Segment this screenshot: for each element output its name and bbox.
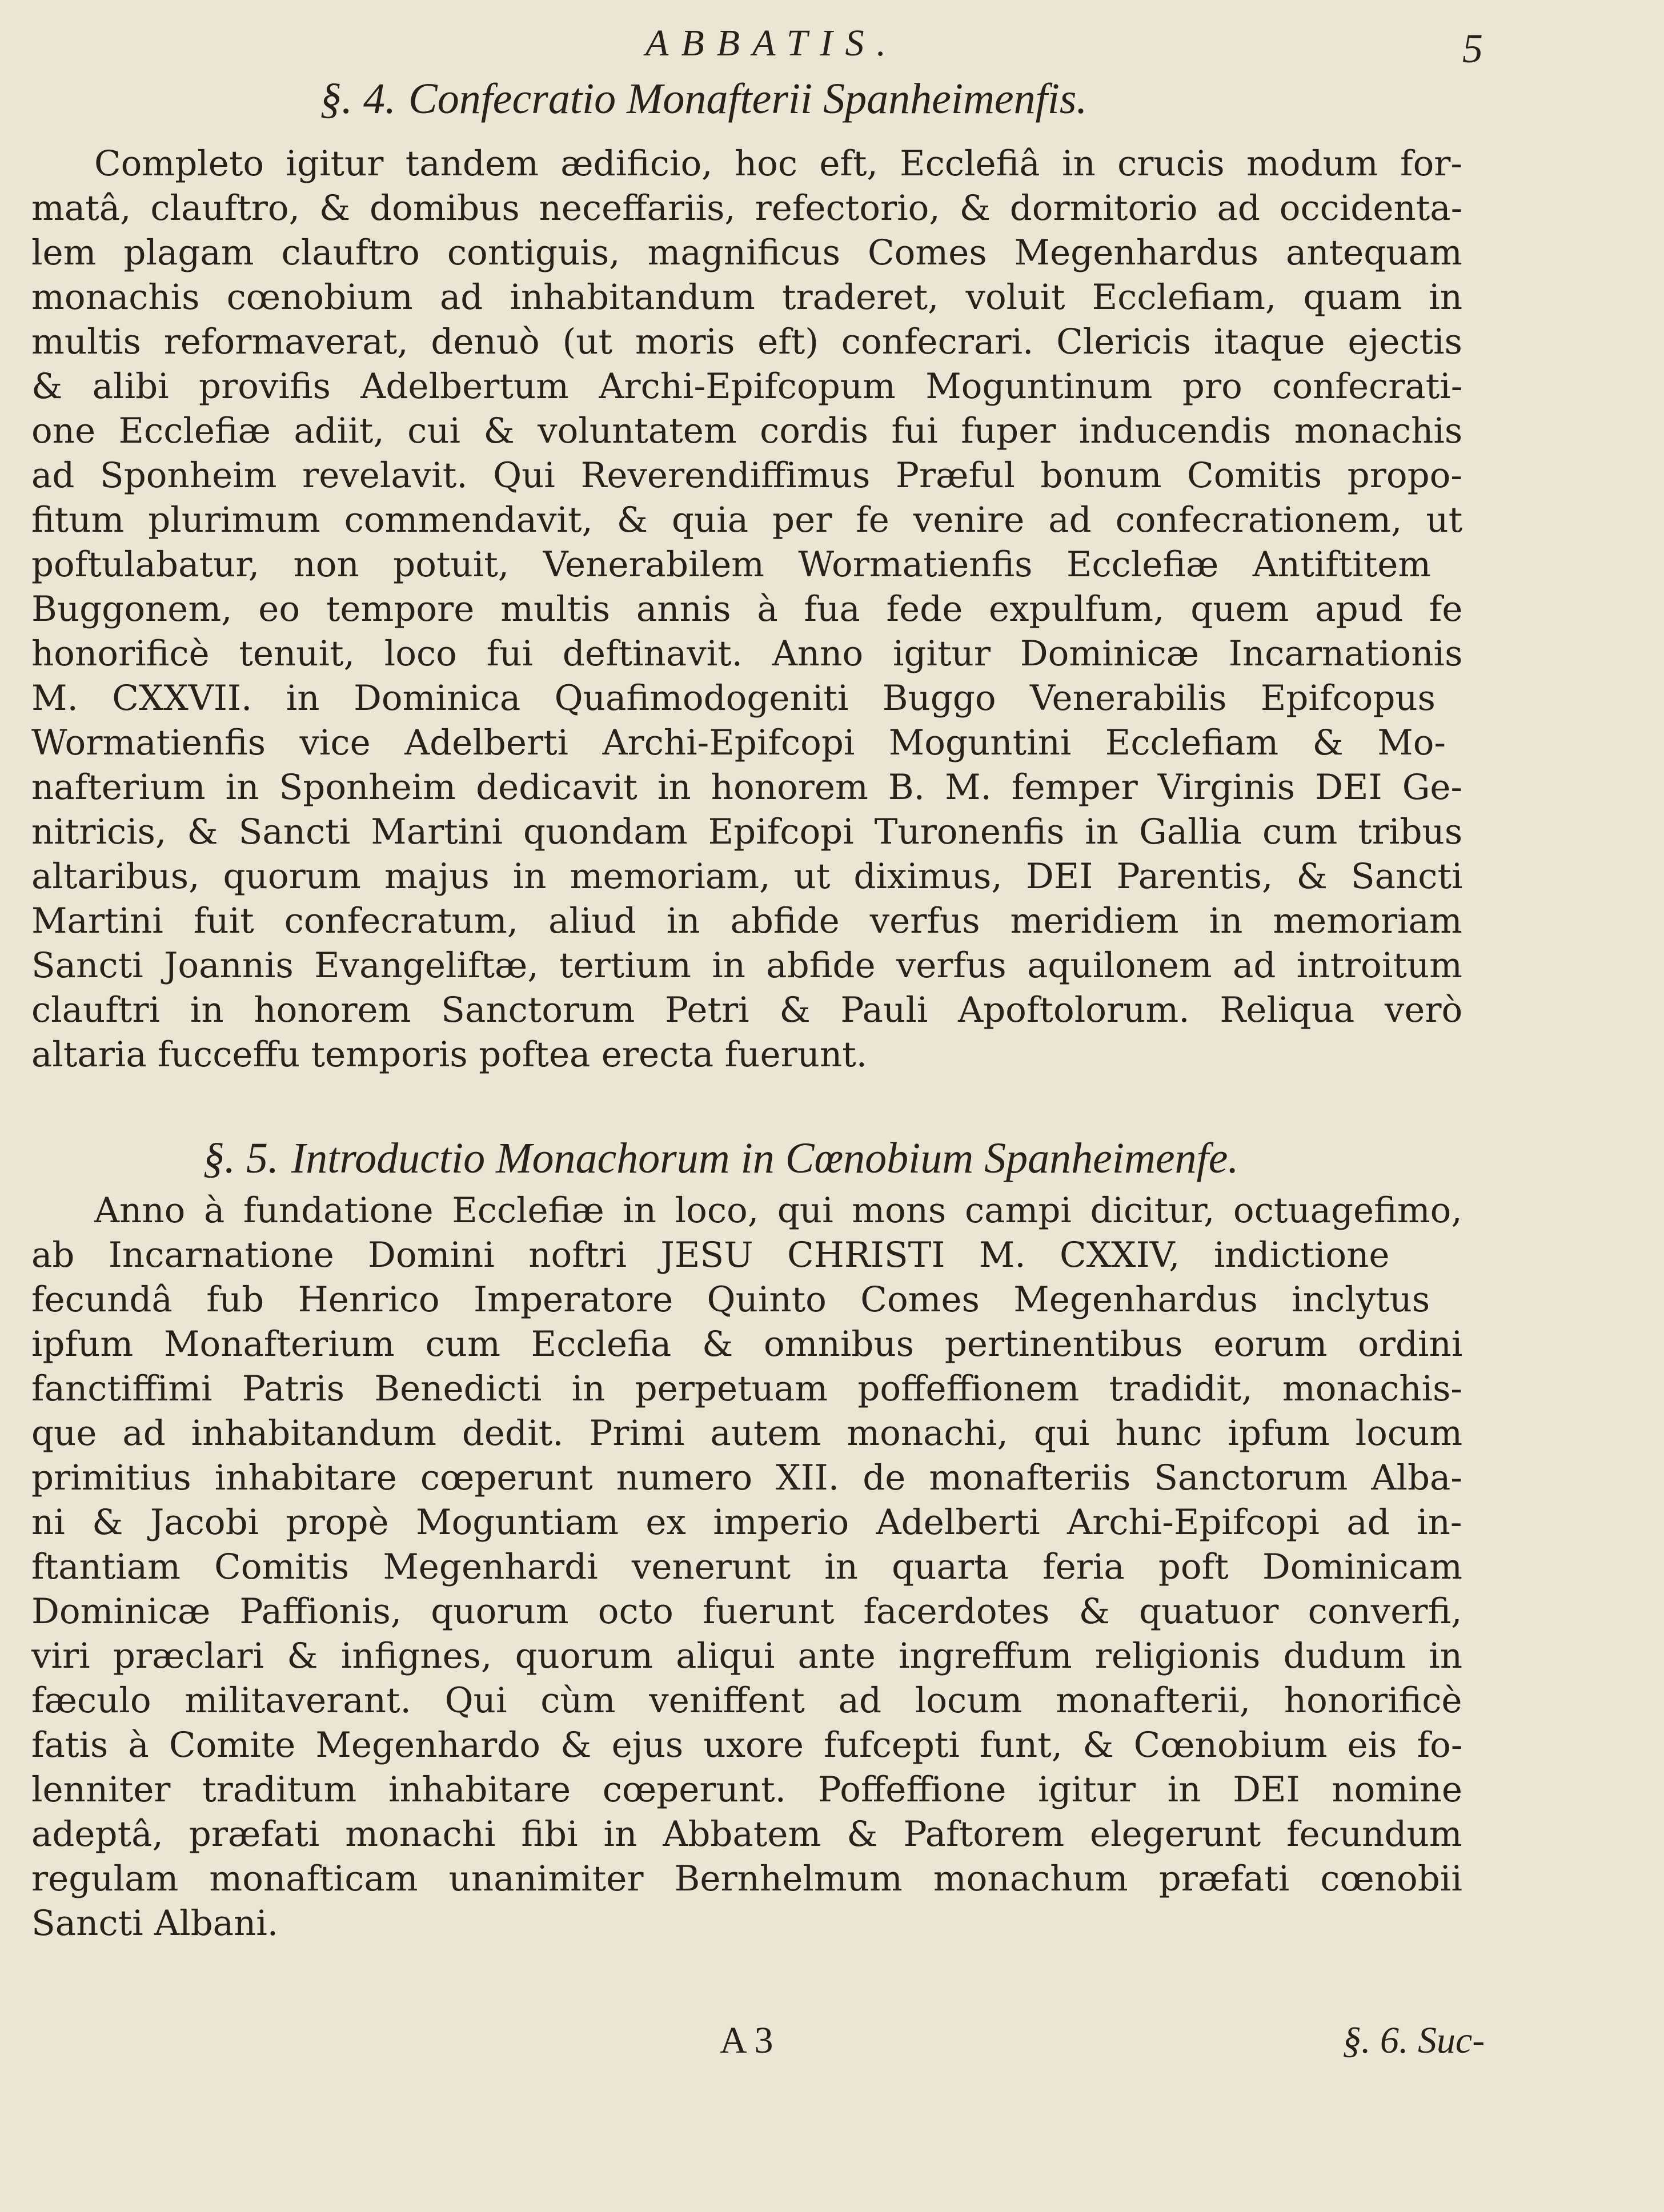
text-line: regulam monafticam unanimiter Bernhelmum monachum præfati cœnobii — [31, 1858, 1462, 1899]
section-heading-4 — [320, 74, 1087, 124]
signature-mark: A 3 — [720, 2020, 773, 2061]
text-line: ad Sponheim revelavit. Qui Reverendiffimus Præful bonum Comitis propo- — [31, 455, 1462, 496]
text-line: & alibi provifis Adelbertum Archi-Epifcopum Moguntinum pro confecrati- — [31, 366, 1463, 407]
text-line: M. CXXVII. in Dominica Quafimodogeniti Buggo Venerabilis Epifcopus — [31, 678, 1436, 718]
text-line: poftulabatur, non potuit, Venerabilem Wormatienfis Ecclefiæ Antiftitem — [31, 544, 1432, 585]
text-line: Sancti Joannis Evangeliftæ, tertium in abfide verfus aquilonem ad introitum — [31, 945, 1462, 986]
text-line: primitius inhabitare cœperunt numero XII. de monafteriis Sanctorum Alba- — [31, 1458, 1462, 1498]
section-title: Confecratio Monafterii Spanheimenfis. — [408, 75, 1088, 123]
text-line: nitricis, & Sancti Martini quondam Epifcopi Turonenfis in Gallia cum tribus — [31, 812, 1463, 852]
text-line: fecundâ fub Henrico Imperatore Quinto Comes Megenhardus inclytus — [31, 1279, 1430, 1320]
text-line: altaria fucceffu temporis poftea erecta fuerunt. — [31, 1034, 868, 1075]
text-line: clauftri in honorem Sanctorum Petri & Pauli Apoftolorum. Reliqua verò — [31, 990, 1463, 1030]
text-line: lem plagam clauftro contiguis, magnificus Comes Megenhardus antequam — [31, 232, 1462, 273]
section-number: §. 4. — [320, 75, 396, 123]
page-number: 5 — [1462, 26, 1483, 71]
text-line: one Ecclefiæ adiit, cui & voluntatem cordis fui fuper inducendis monachis — [31, 411, 1463, 451]
text-line: fitum plurimum commendavit, & quia per fe venire ad confecrationem, ut — [31, 500, 1463, 540]
text-line: Dominicæ Paffionis, quorum octo fuerunt facerdotes & quatuor converfi, — [31, 1591, 1462, 1632]
text-line: altaribus, quorum majus in memoriam, ut diximus, DEI Parentis, & Sancti — [31, 856, 1463, 897]
text-line: que ad inhabitandum dedit. Primi autem monachi, qui hunc ipfum locum — [31, 1413, 1463, 1454]
text-line: fæculo militaverant. Qui cùm veniffent ad locum monafterii, honorificè — [31, 1680, 1462, 1721]
catchword: §. 6. Suc- — [1342, 2020, 1485, 2061]
text-line: multis reformaverat, denuò (ut moris eft) confecrari. Clericis itaque ejectis — [31, 322, 1462, 362]
text-line: matâ, clauftro, & domibus neceffariis, refectorio, & dormitorio ad occidenta- — [31, 188, 1463, 228]
text-line: Buggonem, eo tempore multis annis à fua fede expulfum, quem apud fe — [31, 589, 1463, 629]
section-heading-5 — [203, 1134, 1238, 1183]
text-line: fatis à Comite Megenhardo & ejus uxore fufcepti funt, & Cœnobium eis fo- — [31, 1725, 1463, 1765]
text-line: Martini fuit confecratum, aliud in abfide verfus meridiem in memoriam — [31, 901, 1462, 941]
text-line: viri præclari & infignes, quorum aliqui ante ingreffum religionis dudum in — [31, 1636, 1463, 1676]
text-line: ipfum Monafterium cum Ecclefia & omnibus pertinentibus eorum ordini — [31, 1324, 1463, 1364]
text-line: Anno à fundatione Ecclefiæ in loco, qui mons campi dicitur, octuagefimo, — [94, 1190, 1462, 1231]
running-head: ABBATIS. — [645, 22, 899, 64]
text-line: honorificè tenuit, loco fui deftinavit. Anno igitur Dominicæ Incarnationis — [31, 633, 1463, 674]
text-line: lenniter traditum inhabitare cœperunt. Poffeffione igitur in DEI nomine — [31, 1769, 1463, 1810]
text-line: Completo igitur tandem ædificio, hoc eft, Ecclefiâ in crucis modum for- — [94, 143, 1463, 184]
text-line: Wormatienfis vice Adelberti Archi-Epifcopi Moguntini Ecclefiam & Mo- — [31, 722, 1446, 763]
text-line: ab Incarnatione Domini noftri JESU CHRISTI M. CXXIV, indictione — [31, 1235, 1390, 1275]
text-line: Sancti Albani. — [31, 1903, 279, 1944]
text-line: nafterium in Sponheim dedicavit in honorem B. M. femper Virginis DEI Ge- — [31, 767, 1463, 808]
text-line: ni & Jacobi propè Moguntiam ex imperio Adelberti Archi-Epifcopi ad in- — [31, 1502, 1462, 1543]
section-number: §. 5. — [203, 1134, 279, 1182]
section-title: Introductio Monachorum in Cœnobium Spanheimenfe. — [291, 1134, 1239, 1182]
text-line: adeptâ, præfati monachi fibi in Abbatem & Paftorem elegerunt fecundum — [31, 1814, 1462, 1854]
text-line: monachis cœnobium ad inhabitandum traderet, voluit Ecclefiam, quam in — [31, 277, 1463, 318]
text-line: ftantiam Comitis Megenhardi venerunt in quarta feria poft Dominicam — [31, 1547, 1463, 1587]
text-line: fanctiffimi Patris Benedicti in perpetuam poffeffionem tradidit, monachis- — [31, 1368, 1462, 1409]
